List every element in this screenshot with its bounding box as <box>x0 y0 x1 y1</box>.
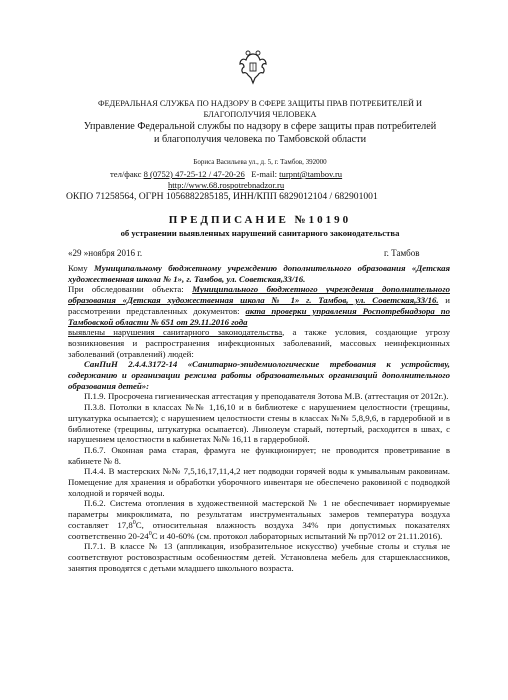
violations-text: , а также условия, создающие угрозу возникновения и распространения инфекционных заболеваний, массовых неинфекционных заболеваний (отравлений) людей: <box>68 327 450 359</box>
department-name: Управление Федеральной службы по надзору в сфере защиты прав потребителей и благополучия человека по Тамбовской области <box>83 121 437 145</box>
item-4-4: П.4.4. В мастерских №№ 7,5,16,17,11,4,2 нет подводки горячей воды к умывальным раковинам. Помещение для хранения и обработки уборочного инвентаря не обеспечено раковиной с подводкой холодной и горячей воды. <box>68 466 450 498</box>
item-6-2 <box>68 498 450 541</box>
degree-mark: 0 <box>132 519 136 526</box>
item-7-1: П.7.1. В классе № 13 (аппликация, изобразительное искусство) учебные столы и стулья не соответствуют ростовозрастным особенностям детей. Установлена мебель для старшеклассников, занятия проводятся с детьми младшего школьного возраста. <box>68 541 450 573</box>
addressee-label: Кому <box>68 263 94 273</box>
document-subtitle: об устранении выявленных нарушений санитарного законодательства <box>120 228 400 238</box>
document-date: «29 »ноября 2016 г. <box>68 248 143 258</box>
phone-value: 8 (0752) 47-25-12 / 47-20-26 <box>143 169 245 179</box>
email-label: E-mail: <box>251 169 280 179</box>
document-body <box>68 263 450 573</box>
postal-address: Бориса Васильева ул., д. 5, г. Тамбов, 392000 <box>193 158 327 166</box>
document-city: г. Тамбов <box>384 248 420 258</box>
agency-name: ФЕДЕРАЛЬНАЯ СЛУЖБА ПО НАДЗОРУ В СФЕРЕ ЗАЩИТЫ ПРАВ ПОТРЕБИТЕЛЕЙ И БЛАГОПОЛУЧИЯ ЧЕЛОВЕКА <box>97 99 423 119</box>
item-3-8: П.3.8. Потолки в классах №№ 1,16,10 и в библиотеке с нарушением целостности (трещины, штукатурка осыпается); с нарушением целостности стены в классах №№ 5,8,9,6, в гардеробной и в библиотеке (трещины, штукатурка осыпается). Линолеум старый, потертый, расходится в швах, с нарушением целостности в кабинетах №№ 16,11 в гардеробной. <box>68 402 450 445</box>
website-link[interactable]: http://www.68.rospotrebnadzor.ru <box>168 180 285 190</box>
violations-heading: выявлены нарушения санитарного законодательства <box>68 327 283 338</box>
inspection-label: При обследовании объекта: <box>68 284 193 295</box>
item-6-2-part-b: С, относительная влажность воздуха 34% при допустимых показателях соответственно 20-24 <box>68 519 450 541</box>
item-6-2-part-a: П.6.2. Система отопления в художественной мастерской № 1 не обеспечивает нормируемые параметры микроклимата, по результатам инструментальных замеров температура воздуха составляет 17,8 <box>68 498 450 530</box>
degree-mark: 0 <box>148 530 152 537</box>
email-link[interactable]: turpnt@tambov.ru <box>279 169 343 179</box>
inspection-act: акта проверки управления Роспотребнадзора по Тамбовской области № 651 от 29.11.2016 года <box>68 305 450 327</box>
sanpin-reference: СанПиН 2.4.4.3172-14 «Санитарно-эпидемиологические требования к устройству, содержанию и организации режима работы образовательных организаций дополнительного образования детей»: <box>68 359 450 391</box>
violations-paragraph <box>68 327 450 359</box>
contact-line <box>110 169 450 180</box>
inspection-object: Муниципального бюджетного учреждения дополнительного образования «Детская художественная школа № 1» г. Тамбов, ул. Советская,33/16. <box>68 284 450 306</box>
addressee-value: Муниципальному бюджетному учреждению дополнительного образования «Детская художественная школа № 1», г. Тамбов, ул. Советская,33/16. <box>68 263 451 284</box>
document-title: ПРЕДПИСАНИЕ №10190 <box>168 214 352 226</box>
coat-of-arms-emblem <box>238 48 268 88</box>
addressee-paragraph <box>68 263 450 284</box>
item-6-7: П.6.7. Оконная рама старая, фрамуга не функционирует; не проводится проветривание в кабинете № 8. <box>68 444 450 466</box>
phone-label: тел/факс <box>110 169 144 179</box>
registration-ids: ОКПО 71258564, ОГРН 1056882285185, ИНН/КПП 6829012104 / 682901001 <box>66 191 378 202</box>
documents-text: и рассмотрении представленных документов: <box>68 295 450 316</box>
inspection-paragraph <box>68 284 450 327</box>
item-1-9: П.1.9. Просрочена гигиеническая аттестация у преподавателя Зотова М.В. (аттестация от 2012г.). <box>84 391 449 402</box>
item-6-2-part-c: С и 40-60% (см. протокол лабораторных испытаний № пр7012 от 21.11.2016). <box>151 530 443 541</box>
